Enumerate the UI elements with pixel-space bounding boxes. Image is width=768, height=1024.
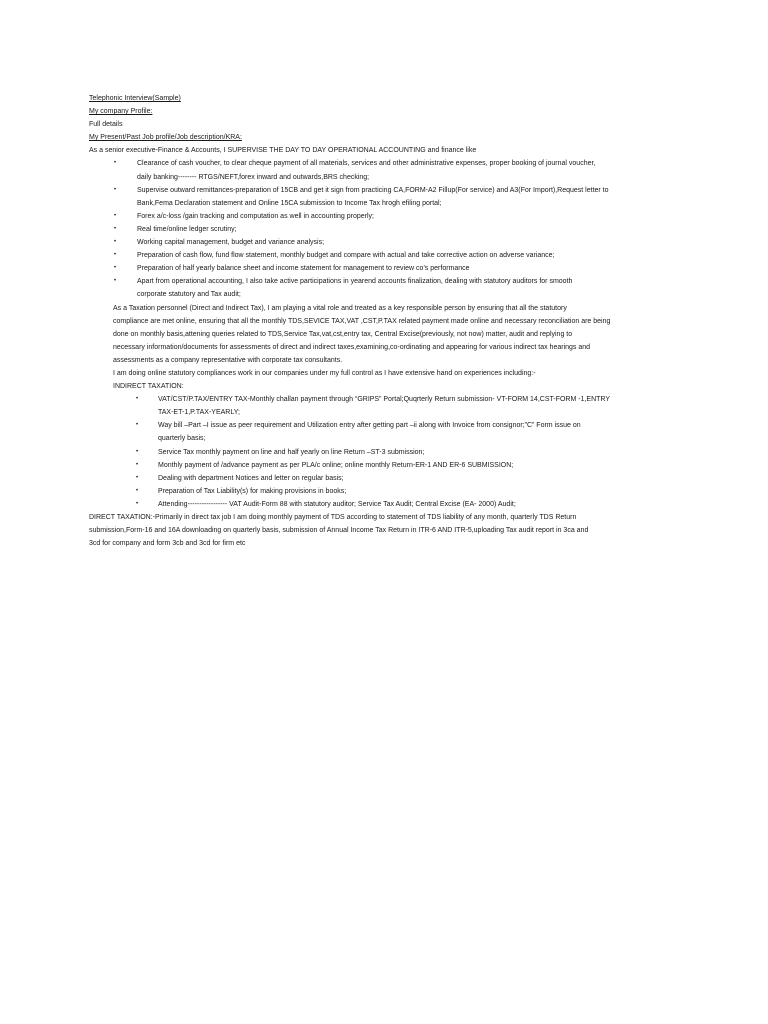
bullet-icon: • xyxy=(136,474,139,481)
list-item-line: daily banking-------- RTGS/NEFT,forex inward and outwards,BRS checking; xyxy=(137,173,370,181)
bullet-icon: • xyxy=(136,396,139,403)
bullet-icon: • xyxy=(136,500,139,507)
list-item-line: Bank,Fema Declaration statement and Online 15CA submission to Income Tax hrogh efiling portal; xyxy=(137,199,442,207)
document-body xyxy=(89,92,679,550)
list-item-line: Forex a/c-loss /gain tracking and computation as well in accounting properly; xyxy=(137,212,374,220)
bullet-icon: • xyxy=(136,461,139,468)
list-item xyxy=(89,419,679,445)
list-item xyxy=(89,472,679,485)
bullet-icon: • xyxy=(114,265,117,272)
paragraph-line: submission,Form-16 and 16A downloading on quarterly basis, submission of Annual Income Tax Return in ITR-6 AND ITR-5,uploading Tax audit report in 3ca and xyxy=(89,527,589,535)
list-item-line: TAX-ET-1,P.TAX-YEARLY; xyxy=(158,409,240,417)
bullet-icon: • xyxy=(114,278,117,285)
list-item-line: Real time/online ledger scrutiny; xyxy=(137,225,237,233)
list-item xyxy=(89,262,679,275)
list-item xyxy=(89,485,679,498)
paragraph-line: DIRECT TAXATION:-Primarily in direct tax job I am doing monthly payment of TDS according to statement of TDS liability of any month, quarterly TDS Return xyxy=(89,514,577,521)
paragraph-line: done on monthly basis,attening queries related to TDS,Service Tax,vat,cst,entry tax, Central Excise(previously, not now) matter, audit and replying to xyxy=(113,330,573,338)
paragraph-line: As a Taxation personnel (Direct and Indirect Tax), I am playing a vital role and treated as a key responsible person by ensuring that all the statutory xyxy=(113,304,567,312)
direct-taxation-paragraph xyxy=(89,511,679,550)
list-item xyxy=(89,393,679,419)
list-item-line: Preparation of Tax Liability(s) for making provisions in books; xyxy=(158,487,347,495)
list-item xyxy=(89,446,679,459)
bullet-icon: • xyxy=(114,212,117,219)
list-item-line: Preparation of half yearly balance sheet and income statement for management to review co’s performance xyxy=(137,265,470,273)
online-compliance-text: I am doing online statutory compliances work in our companies under my full control as I have extensive hand on experiences including:- xyxy=(113,369,536,377)
indirect-tax-list xyxy=(89,393,679,511)
bullet-icon: • xyxy=(114,252,117,259)
list-item-line: Apart from operational accounting, I also take active participations in yearend accounts finalization, dealing with statutory auditors for smooth xyxy=(137,278,573,286)
list-item-line: Working capital management, budget and variance analysis; xyxy=(137,239,325,247)
paragraph-line: assessments as a company representative with corporate tax consultants. xyxy=(113,356,343,364)
list-item xyxy=(89,459,679,472)
list-item xyxy=(89,236,679,249)
list-item-line: Way bill –Part –I issue as peer requirement and Utilization entry after getting part –ii along with Invoice from consignor;”C” Form issue on xyxy=(158,422,581,430)
list-item xyxy=(89,184,679,210)
paragraph-line: 3cd for company and form 3cb and 3cd for firm etc xyxy=(89,540,246,548)
intro-text: As a senior executive-Finance & Accounts, I SUPERVISE THE DAY TO DAY OPERATIONAL ACCOUNTING and finance like xyxy=(89,147,477,155)
list-item xyxy=(89,223,679,236)
list-item-line: Supervise outward remittances-preparation of 15CB and get it sign from practicing CA,FORM-A2 Fillup(For service) and A3(For Import),Request letter to xyxy=(137,186,609,194)
list-item xyxy=(89,157,679,183)
indirect-taxation-heading: INDIRECT TAXATION: xyxy=(113,383,184,391)
bullet-icon: • xyxy=(114,186,117,193)
list-item-line: Dealing with department Notices and letter on regular basis; xyxy=(158,474,344,482)
document-title: Telephonic Interview(Sample) xyxy=(89,95,181,102)
list-item xyxy=(89,210,679,223)
list-item xyxy=(89,498,679,511)
bullet-icon: • xyxy=(136,487,139,494)
responsibilities-list xyxy=(89,157,679,301)
list-item-line: Attending----------------- VAT Audit-Form 88 with statutory auditor; Service Tax Audit; Central Excise (EA- 2000) Audit; xyxy=(158,500,516,508)
bullet-icon: • xyxy=(114,239,117,246)
list-item-line: Monthly payment of /advance payment as per PLA/c online; online monthly Return-ER-1 AND ER-6 SUBMISSION; xyxy=(158,461,514,469)
full-details-text: Full details xyxy=(89,121,123,129)
taxation-paragraph xyxy=(89,302,679,367)
job-profile-heading: My Present/Past Job profile/Job description/KRA: xyxy=(89,134,242,142)
bullet-icon: • xyxy=(114,160,117,167)
bullet-icon: • xyxy=(136,422,139,429)
paragraph-line: compliance are met online, ensuring that all the monthly TDS,SEVICE TAX,VAT ,CST,P.TAX related payment made online and necessary reconciliation are being xyxy=(113,317,611,325)
list-item-line: quarterly basis; xyxy=(158,435,206,443)
company-profile-heading: My company Profile: xyxy=(89,108,153,116)
list-item-line: corporate statutory and Tax audit; xyxy=(137,291,241,299)
list-item xyxy=(89,249,679,262)
paragraph-line: necessary information/documents for assessments of direct and indirect taxes,examining,co-ordinating and appearing for various indirect tax hearings and xyxy=(113,343,591,351)
list-item-line: Clearance of cash voucher, to clear cheque payment of all materials, services and other administrative expenses, proper booking of journal voucher, xyxy=(137,160,596,168)
list-item xyxy=(89,275,679,301)
list-item-line: Service Tax monthly payment on line and half yearly on line Return –ST-3 submission; xyxy=(158,448,425,456)
list-item-line: VAT/CST/P.TAX/ENTRY TAX-Monthly challan payment through “GRIPS” Portal;Quqrterly Return submission- VT-FORM 14,CST-FORM -1,ENTRY xyxy=(158,396,611,404)
bullet-icon: • xyxy=(114,225,117,232)
list-item-line: Preparation of cash flow, fund flow statement, monthly budget and compare with actual and take corrective action on adverse variance; xyxy=(137,252,555,260)
bullet-icon: • xyxy=(136,448,139,455)
